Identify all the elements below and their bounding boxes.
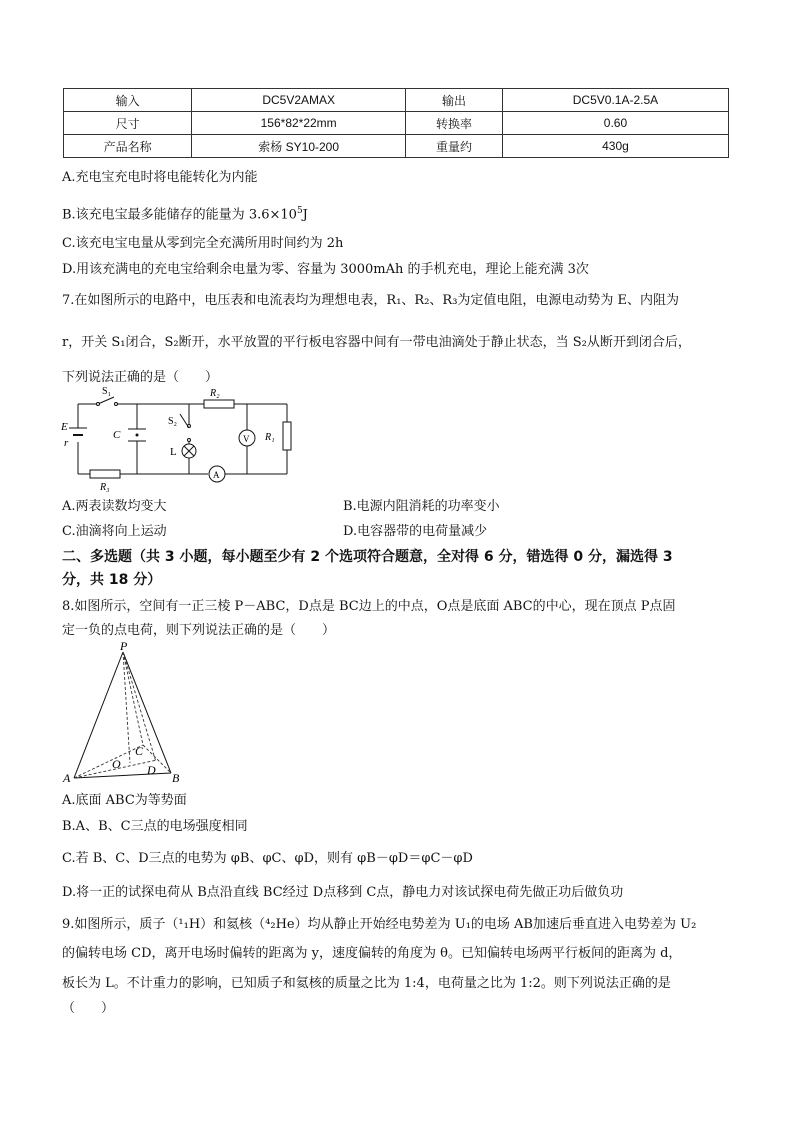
q7-option-b: B.电源内阻消耗的功率变小 <box>343 499 500 514</box>
q6-option-b-text: B.该充电宝最多能储存的能量为 3.6×10 <box>62 207 297 223</box>
label-a: A <box>213 470 220 480</box>
label-a: A <box>63 771 71 785</box>
table-cell: 重量约 <box>406 135 503 158</box>
table-cell: 输出 <box>406 89 503 112</box>
label-p: P <box>120 639 128 653</box>
q6-option-d: D.用该充满电的充电宝给剩余电量为零、容量为 3000mAh 的手机充电，理论上能充满 3次 <box>62 262 589 277</box>
label-b: B <box>172 771 180 785</box>
label-c: C <box>135 744 144 758</box>
table-cell: DC5V2AMAX <box>192 89 406 112</box>
q9-stem-line4: （ ） <box>62 1001 115 1016</box>
table-cell: 0.60 <box>502 112 728 135</box>
table-row <box>64 89 729 112</box>
table-row <box>64 112 729 135</box>
table-cell: 转换率 <box>406 112 503 135</box>
q7-option-c: C.油滴将向上运动 <box>62 524 167 539</box>
q8-stem-line2: 定一负的点电荷，则下列说法正确的是（ ） <box>62 623 336 638</box>
table-cell: 156*82*22mm <box>192 112 406 135</box>
table-cell: 输入 <box>64 89 192 112</box>
table-cell: DC5V0.1A-2.5A <box>502 89 728 112</box>
q8-pyramid-diagram <box>60 640 190 788</box>
label-r2: R₂ <box>210 388 220 399</box>
q8-stem-line1: 8.如图所示，空间有一正三棱 P－ABC，D点是 BC边上的中点，O点是底面 ABC的中心，现在顶点 P点固 <box>62 599 676 614</box>
q6-option-b <box>62 202 308 224</box>
q7-option-d: D.电容器带的电荷量减少 <box>343 524 488 539</box>
table-cell: 索杨 SY10-200 <box>192 135 406 158</box>
label-r3: R₃ <box>100 482 110 493</box>
spec-table <box>63 88 729 158</box>
q7-stem-line2: r，开关 S₁闭合，S₂断开，水平放置的平行板电容器中间有一带电油滴处于静止状态，当 S₂从断开到闭合后， <box>62 335 691 350</box>
q9-stem-line3: 板长为 L。不计重力的影响，已知质子和氦核的质量之比为 1:4，电荷量之比为 1:2。则下列说法正确的是 <box>62 976 671 991</box>
q7-option-a: A.两表读数均变大 <box>62 499 167 514</box>
q7-stem-line3: 下列说法正确的是（ ） <box>62 370 219 385</box>
table-cell: 产品名称 <box>64 135 192 158</box>
q6-option-c: C.该充电宝电量从零到完全充满所用时间约为 2h <box>62 236 344 251</box>
label-v: V <box>243 434 250 444</box>
label-r: r <box>64 437 69 449</box>
label-e: E <box>61 421 68 433</box>
q9-stem-line2: 的偏转电场 CD，离开电场时偏转的距离为 y，速度偏转的角度为 θ。已知偏转电场两平行板间的距离为 d， <box>62 946 682 961</box>
q8-option-b: B.A、B、C三点的电场强度相同 <box>62 819 248 834</box>
section-2-heading-line1: 二、多选题（共 3 小题，每小题至少有 2 个选项符合题意，全对得 6 分，错选得 0 分，漏选得 3 <box>62 549 673 565</box>
q6-option-b-exponent: 5 <box>296 206 303 216</box>
label-l: L <box>170 446 177 458</box>
q8-option-c: C.若 B、C、D三点的电势为 φB、φC、φD，则有 φB－φD＝φC－φD <box>62 851 473 866</box>
label-c: C <box>113 429 121 441</box>
table-row <box>64 135 729 158</box>
q9-stem-line1: 9.如图所示，质子（¹₁H）和氦核（⁴₂He）均从静止开始经电势差为 U₁的电场 AB加速后垂直进入电势差为 U₂ <box>62 917 697 932</box>
label-r1: R₁ <box>265 432 275 443</box>
table-cell: 430g <box>502 135 728 158</box>
q7-stem-line1: 7.在如图所示的电路中，电压表和电流表均为理想电表，R₁、R₂、R₃为定值电阻，电源电动势为 E、内阻为 <box>62 293 680 308</box>
q6-option-a: A.充电宝充电时将电能转化为内能 <box>62 170 258 185</box>
q8-option-d: D.将一正的试探电荷从 B点沿直线 BC经过 D点移到 C点，静电力对该试探电荷先做正功后做负功 <box>62 885 624 900</box>
q6-option-b-unit: J <box>302 207 308 223</box>
q7-circuit-diagram <box>60 386 300 493</box>
q8-option-a: A.底面 ABC为等势面 <box>62 793 187 808</box>
label-d: D <box>147 763 156 777</box>
table-cell: 尺寸 <box>64 112 192 135</box>
label-o: O <box>112 757 121 771</box>
section-2-heading-line2: 分，共 18 分） <box>62 572 162 588</box>
label-s2: S₂ <box>168 416 178 427</box>
label-s1: S₁ <box>102 386 112 397</box>
